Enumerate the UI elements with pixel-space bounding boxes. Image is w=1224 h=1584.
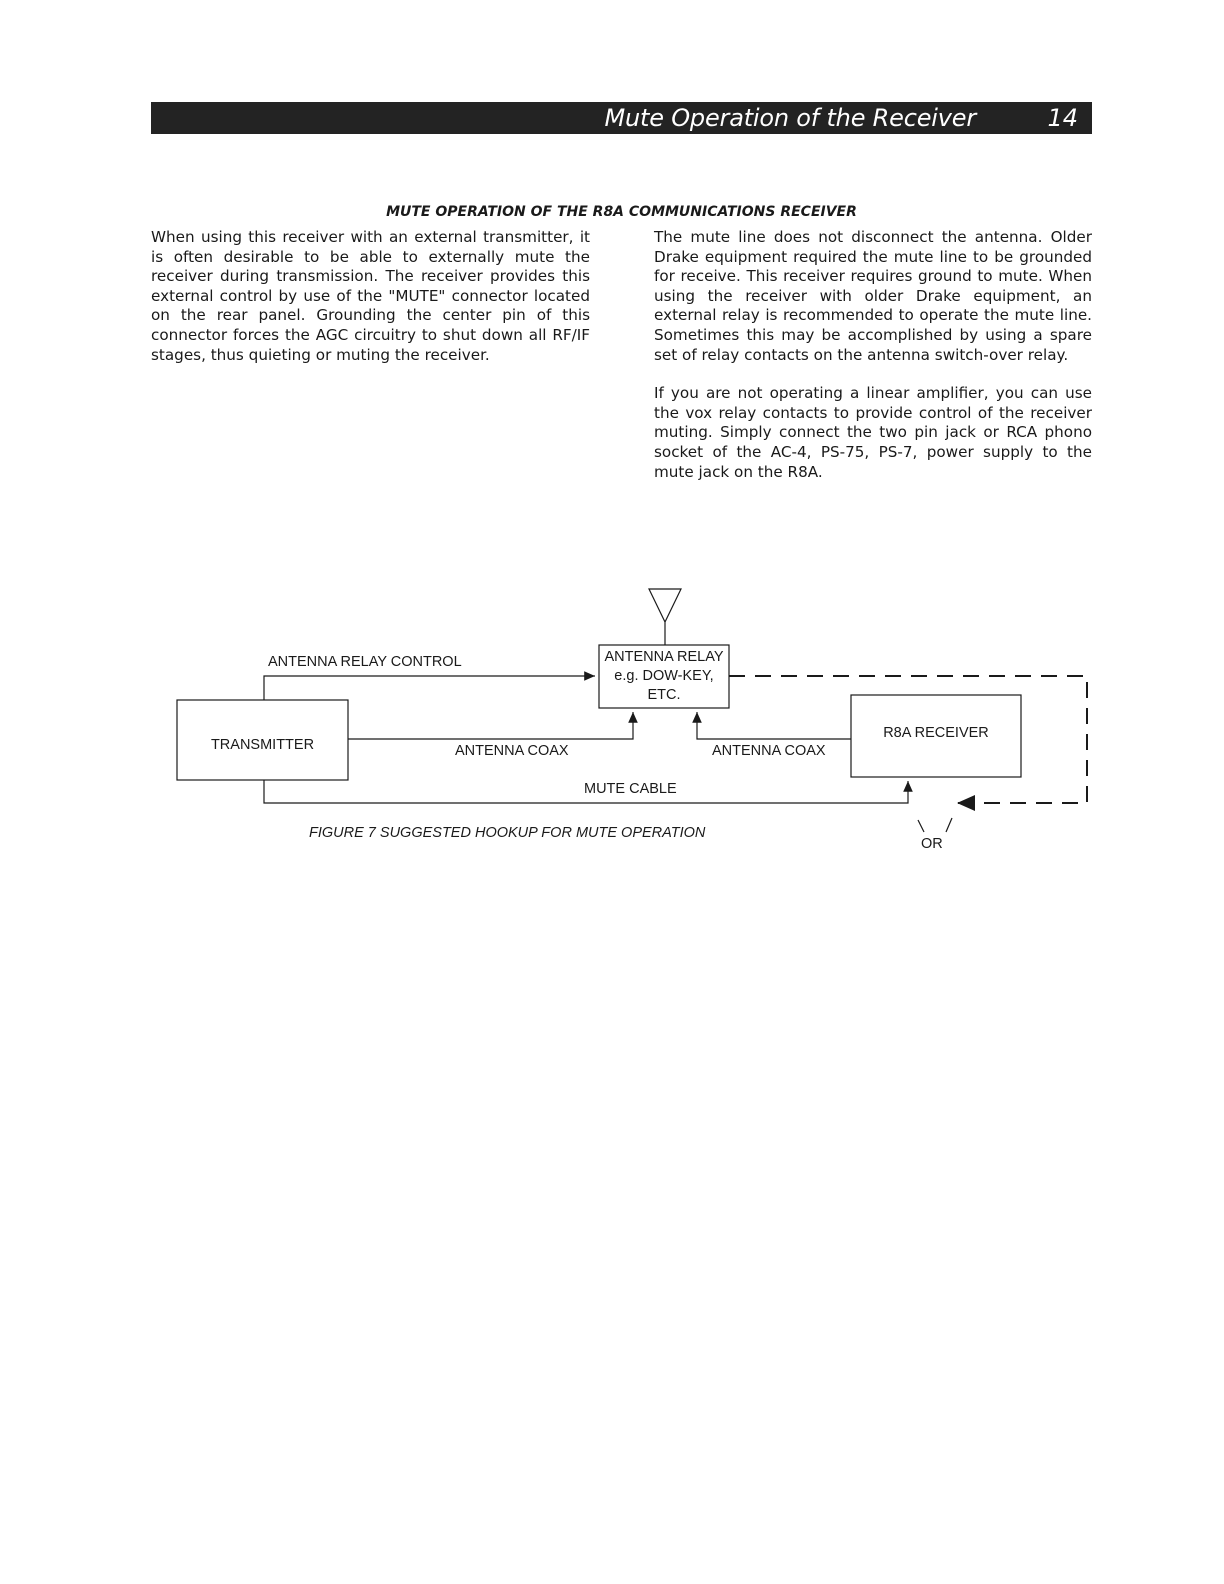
antenna-relay-line3: ETC. (647, 687, 681, 703)
header-title: Mute Operation of the Receiver (604, 104, 976, 132)
right-paragraph-1: The mute line does not disconnect the antenna. Older Drake equipment required the mute line to be grounded for receive. This receiver requires ground to mute. When using the receiver with older Drake equipment, an external relay is recommended to operate the mute line. Sometimes this may be accomplished by using a spare set of relay contacts on the antenna switch-over relay. (654, 228, 1092, 364)
antenna-relay-line2: e.g. DOW-KEY, (614, 668, 714, 684)
antenna-relay-control-label: ANTENNA RELAY CONTROL (268, 654, 462, 670)
right-paragraph-2: If you are not operating a linear amplifier, you can use the vox relay contacts to provide control of the receiver muting. Simply connect the two pin jack or RCA phono socket of the AC-4, PS-75, PS-7, power supply to the mute jack on the R8A. (654, 384, 1092, 481)
antenna-coax-right-line (697, 712, 851, 739)
antenna-relay-line1: ANTENNA RELAY (604, 649, 724, 665)
left-paragraph-1: When using this receiver with an external transmitter, it is often desirable to be able to externally mute the receiver during transmission. The receiver provides this external control by use of the "MUTE" connector located on the rear panel. Grounding the center pin of this connector forces the AGC circuitry to shut down all RF/IF stages, thus quieting or muting the receiver. (151, 228, 590, 364)
antenna-coax-left-label: ANTENNA COAX (455, 743, 569, 759)
antenna-relay-label (599, 648, 729, 705)
section-title: MUTE OPERATION OF THE R8A COMMUNICATIONS RECEIVER (386, 204, 857, 220)
page-number: 14 (1047, 104, 1078, 132)
antenna-relay-control-line (264, 676, 595, 700)
antenna-icon (649, 589, 681, 645)
mute-cable-label: MUTE CABLE (584, 781, 677, 797)
figure-caption: FIGURE 7 SUGGESTED HOOKUP FOR MUTE OPERATION (309, 825, 706, 841)
transmitter-label: TRANSMITTER (210, 737, 315, 753)
or-label: OR (921, 836, 943, 852)
or-pointer (918, 818, 952, 832)
antenna-coax-left-line (348, 712, 633, 739)
receiver-label: R8A RECEIVER (883, 725, 989, 741)
antenna-coax-right-label: ANTENNA COAX (712, 743, 826, 759)
